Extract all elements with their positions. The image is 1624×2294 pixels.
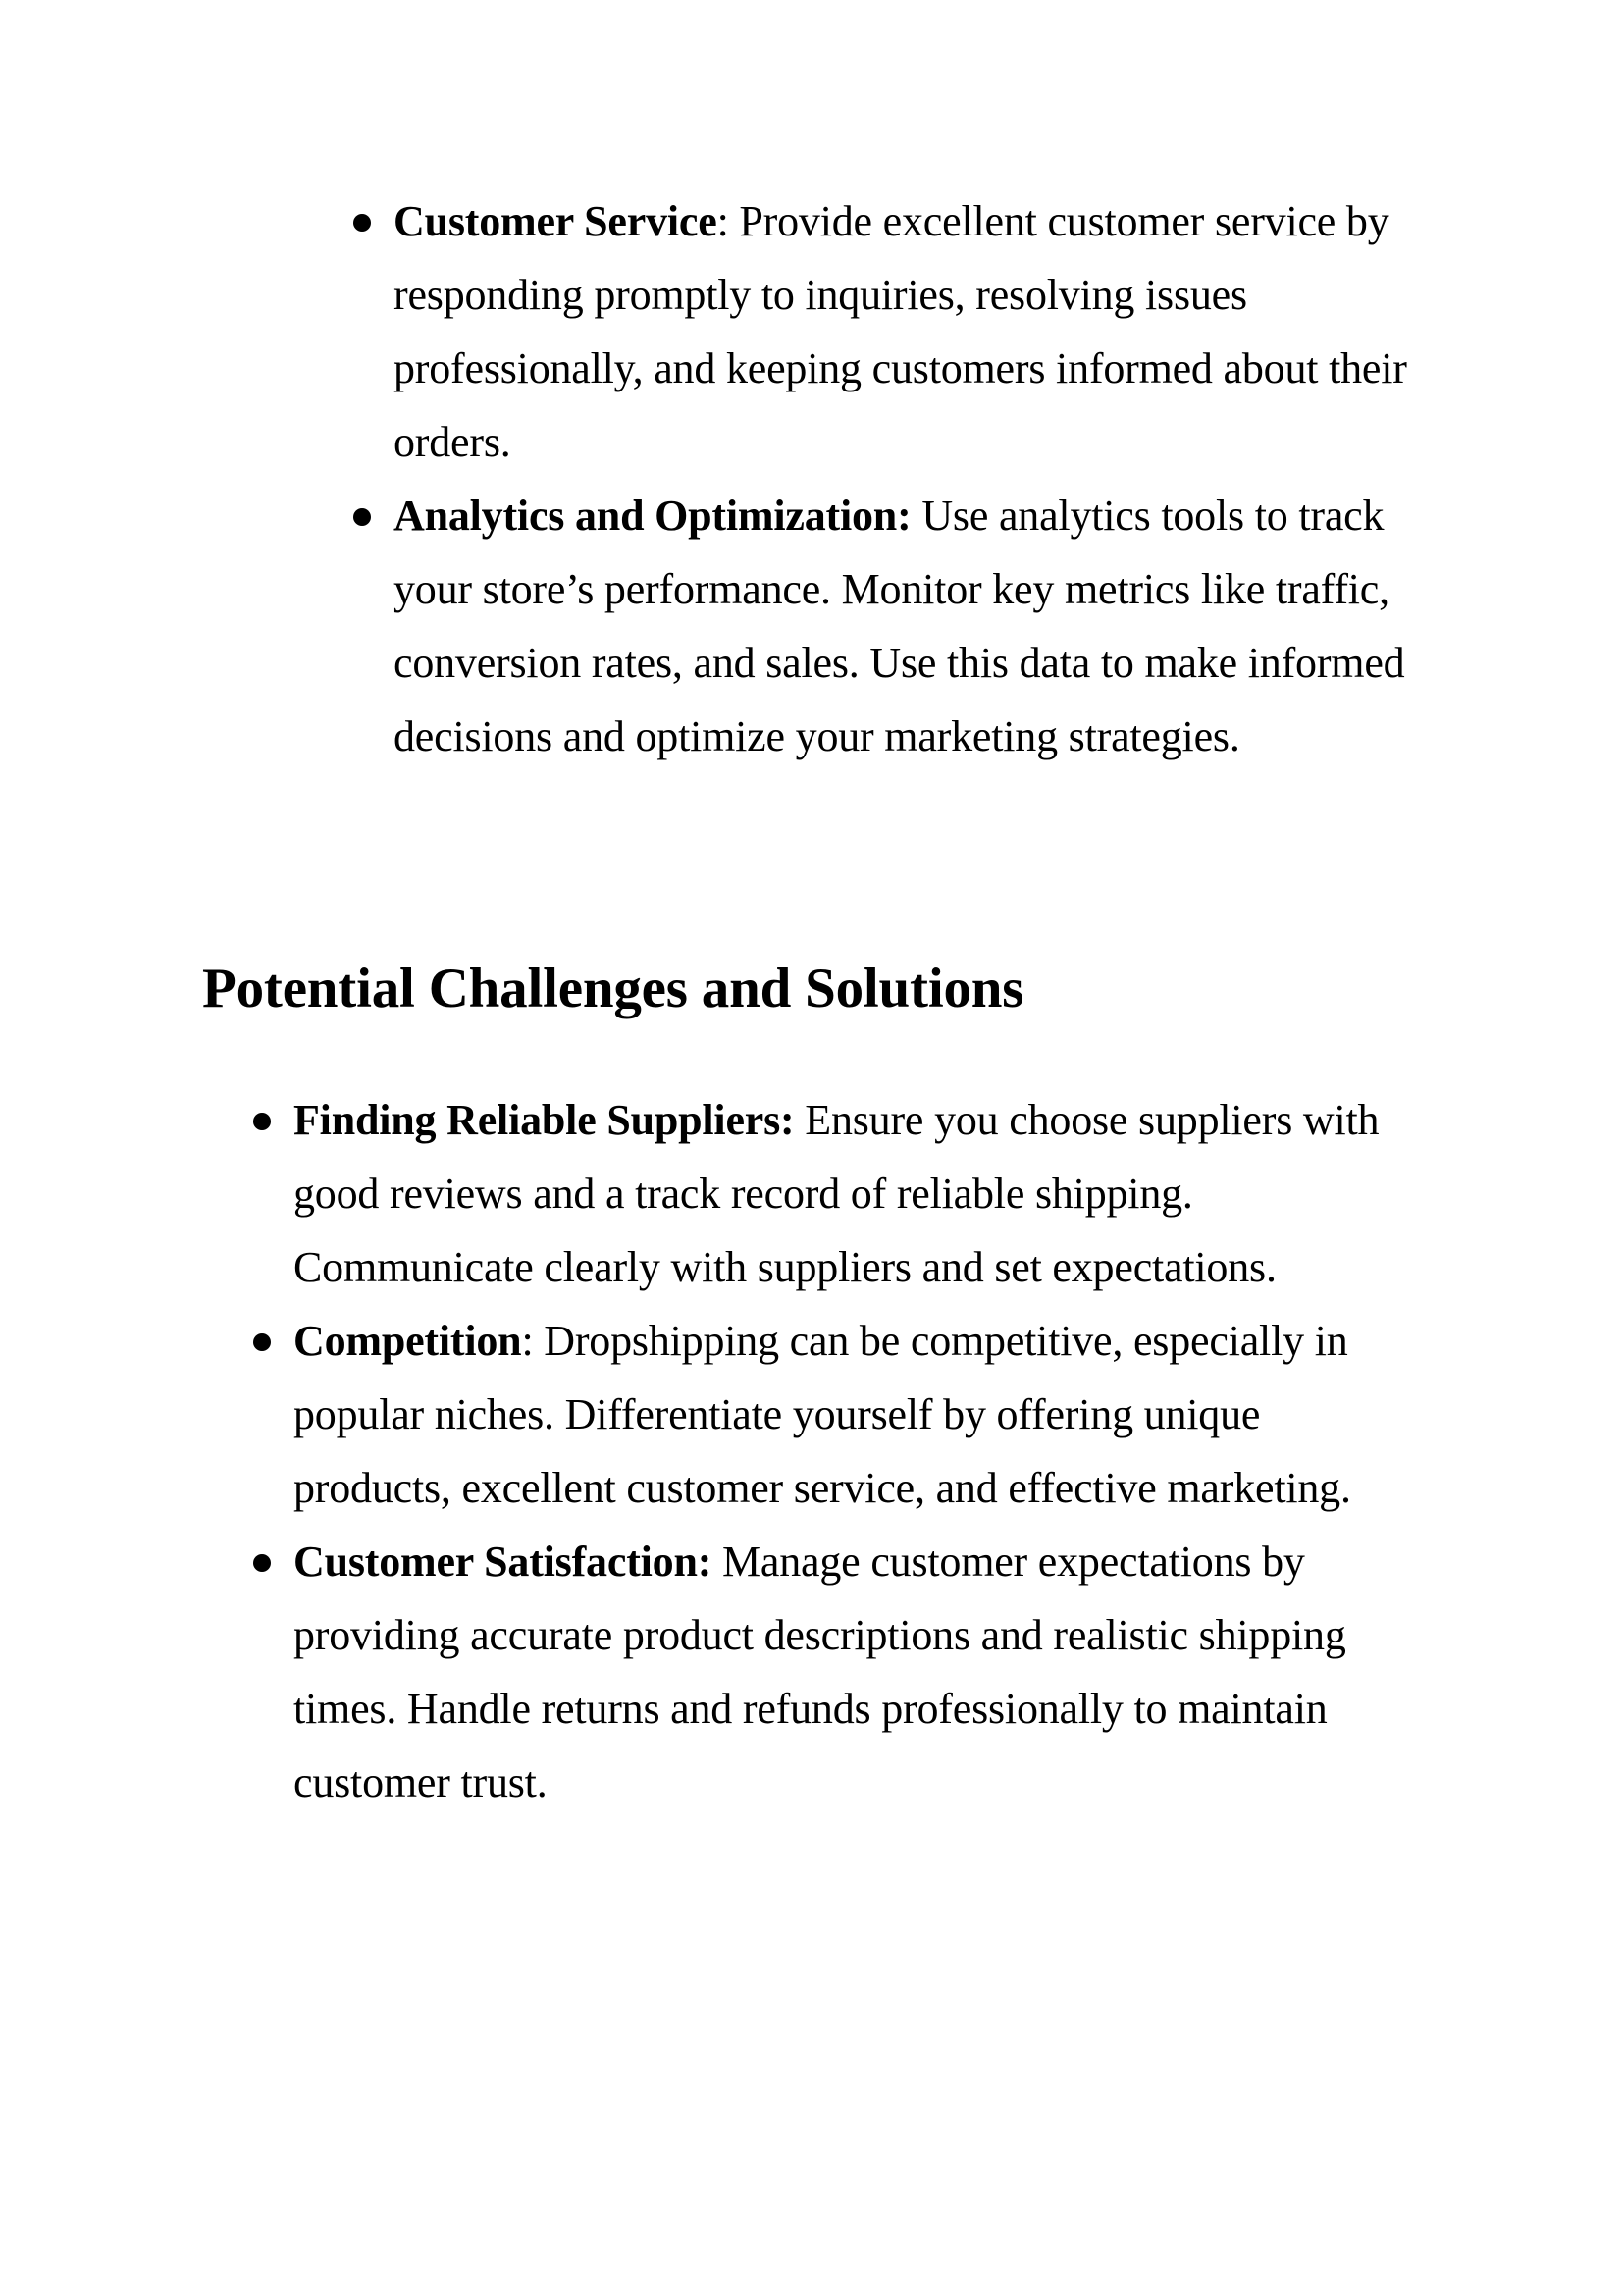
- list-item-text: [293, 1304, 1425, 1525]
- bullet-icon: [253, 1333, 271, 1351]
- list-item-text: [293, 1083, 1425, 1304]
- list-item-text: [393, 479, 1425, 773]
- list-item: [253, 1304, 1425, 1525]
- bullet-icon: [253, 1554, 271, 1572]
- list-item: [253, 1525, 1425, 1819]
- item-body-text: Ensure you choose suppliers with good reviews and a track record of reliable shipping. Communicate clearly with suppliers and set expectations.: [293, 1096, 1380, 1291]
- item-body-text: : Provide excellent customer service by responding promptly to inquiries, resolving issues professionally, and keeping customers informed about their orders.: [393, 197, 1407, 466]
- list-item-text: [293, 1525, 1425, 1819]
- item-body-text: Manage customer expectations by providing accurate product descriptions and realistic shipping times. Handle returns and refunds professionally to maintain customer trust.: [293, 1538, 1346, 1806]
- item-body-text: Use analytics tools to track your store’s performance. Monitor key metrics like traffic, conversion rates, and sales. Use this data to make informed decisions and optimize your marketing strategies.: [393, 492, 1405, 760]
- list-item: [353, 479, 1425, 773]
- list-item: [353, 184, 1425, 479]
- bullet-icon: [353, 214, 371, 232]
- list-item-text: [393, 184, 1425, 479]
- item-body-text: : Dropshipping can be competitive, especially in popular niches. Differentiate yourself by offering unique products, excellent customer service, and effective marketing.: [293, 1317, 1351, 1512]
- item-lead-bold: Analytics and Optimization:: [393, 492, 912, 540]
- item-lead-bold: Customer Service: [393, 197, 717, 245]
- item-lead-bold: Customer Satisfaction:: [293, 1538, 712, 1586]
- list-item: [253, 1083, 1425, 1304]
- bullet-list-top: [353, 184, 1425, 773]
- bullet-icon: [353, 508, 371, 526]
- item-lead-bold: Finding Reliable Suppliers:: [293, 1096, 795, 1144]
- section-heading: Potential Challenges and Solutions: [202, 958, 1024, 1019]
- bullet-list-challenges: [253, 1083, 1425, 1819]
- bullet-icon: [253, 1113, 271, 1130]
- item-lead-bold: Competition: [293, 1317, 522, 1365]
